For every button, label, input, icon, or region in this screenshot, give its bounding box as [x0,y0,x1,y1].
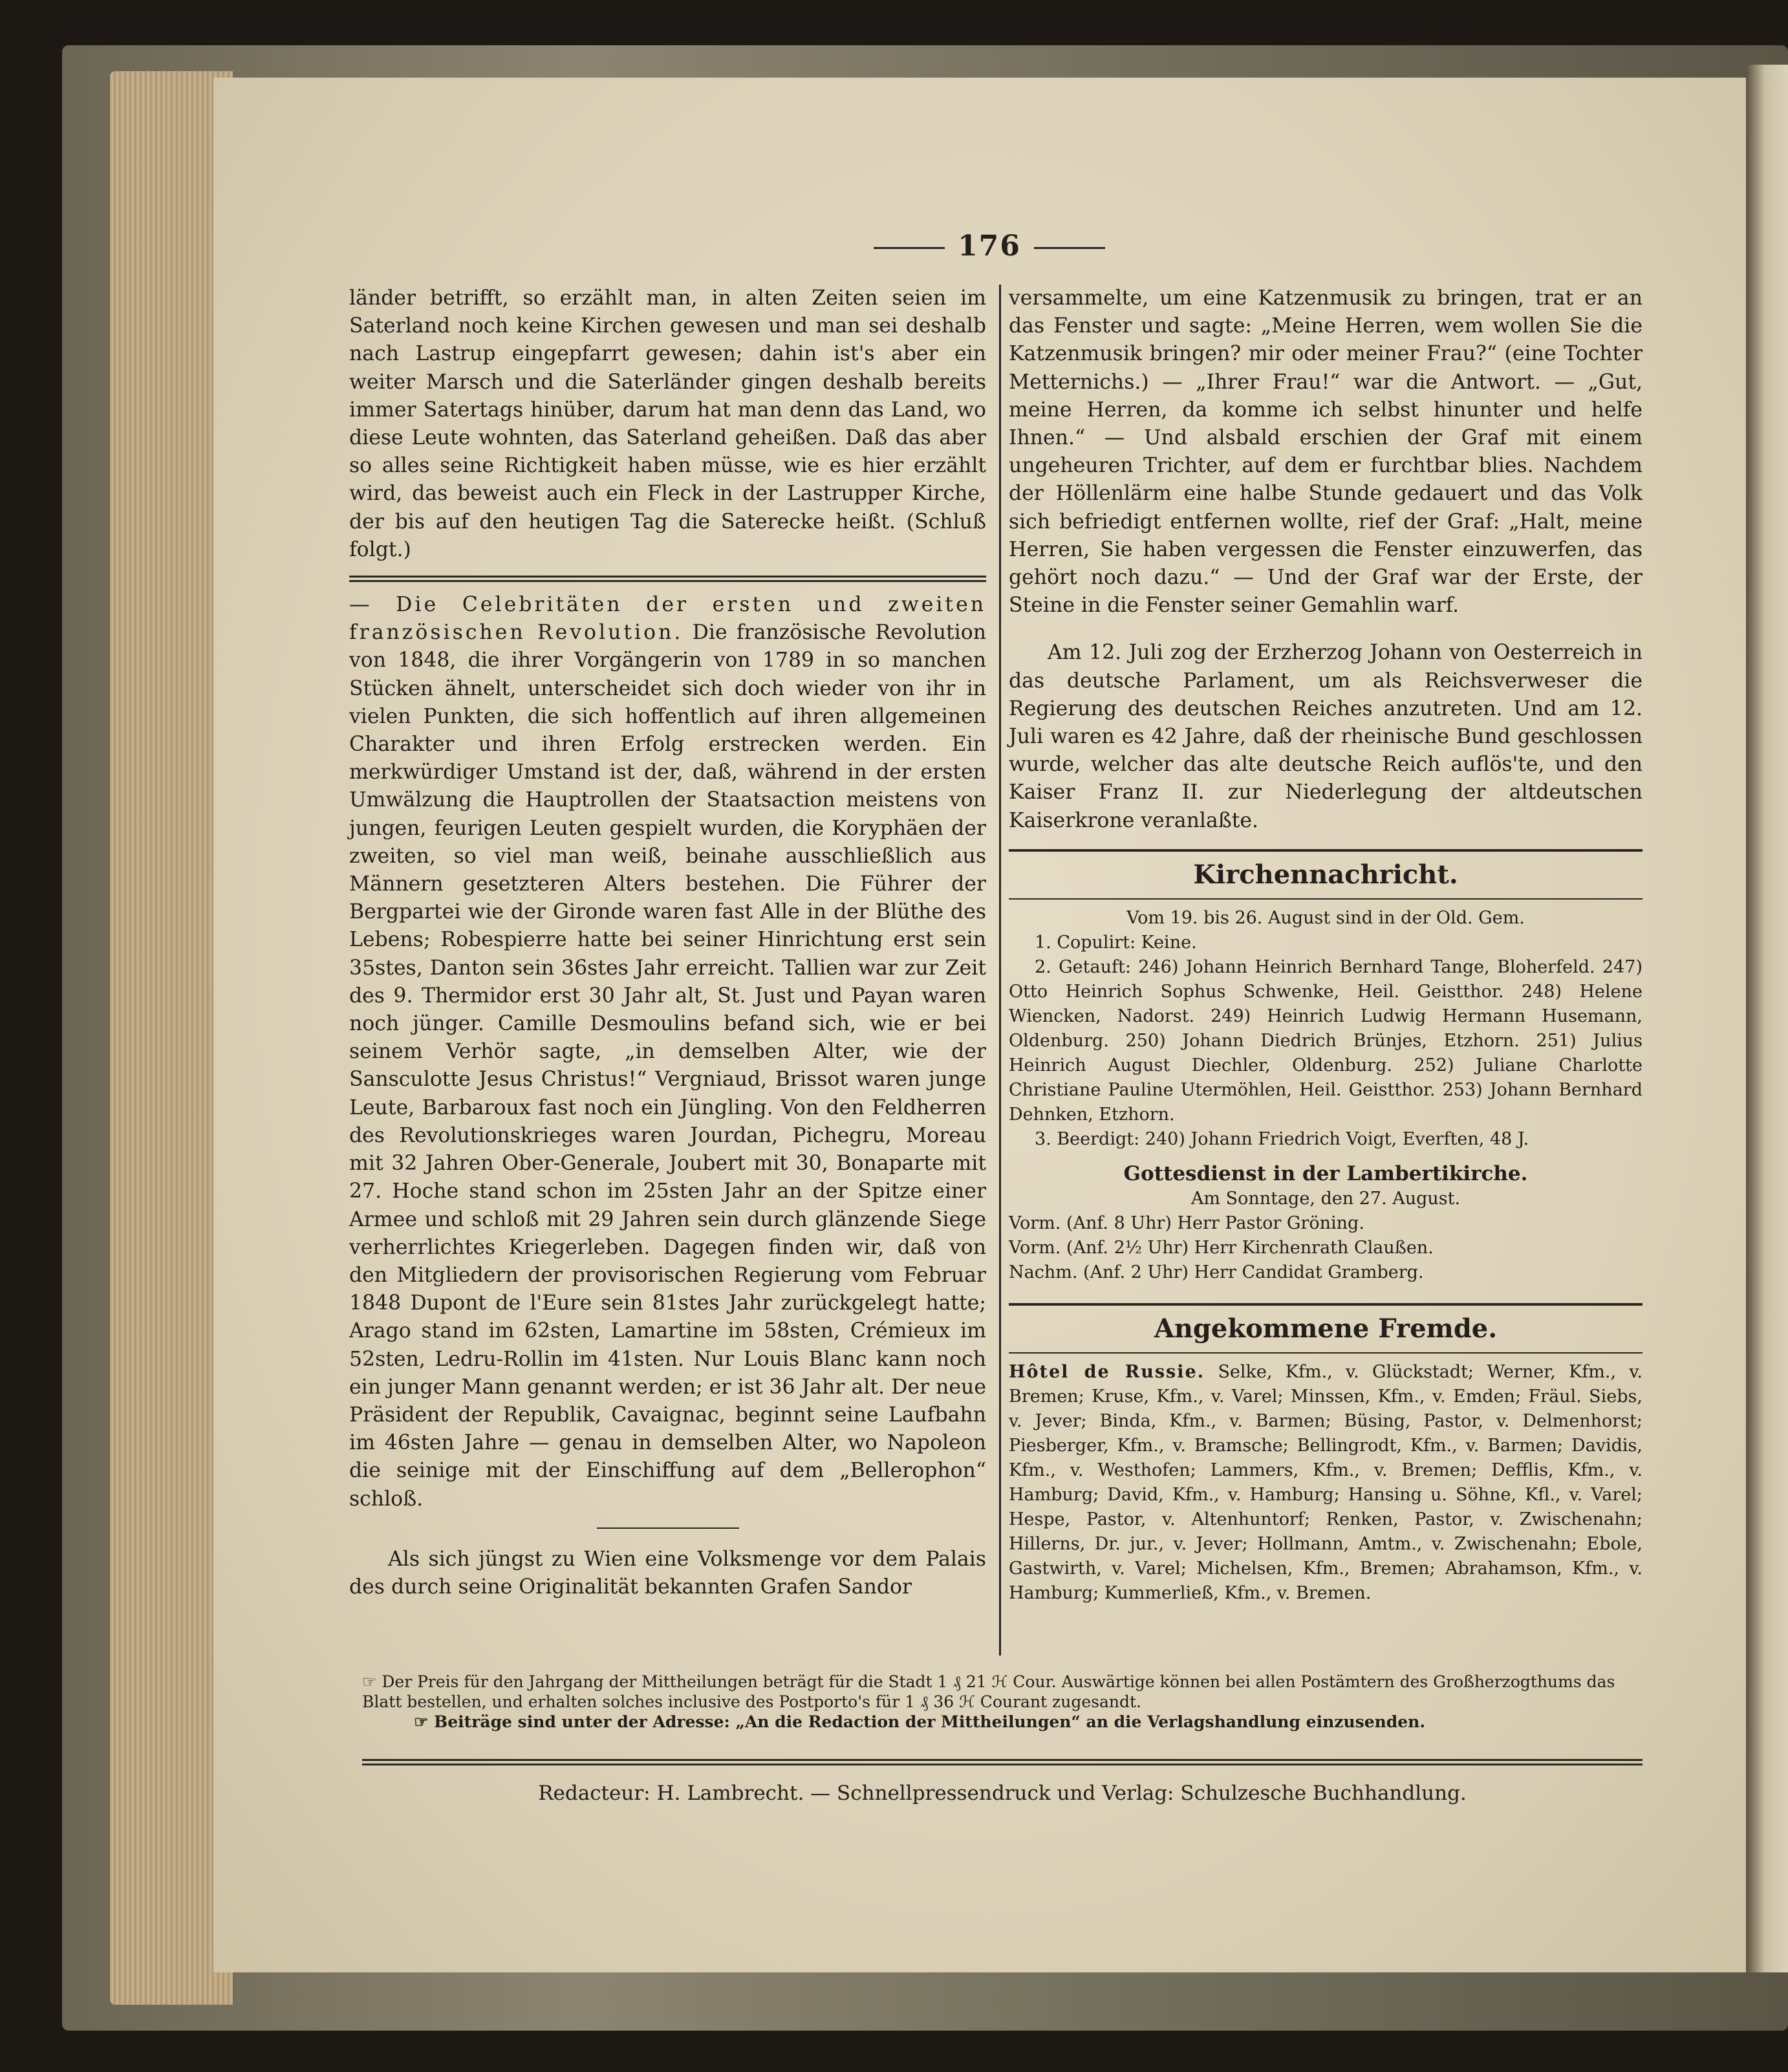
service-line-3: Nachm. (Anf. 2 Uhr) Herr Candidat Gramberg. [1009,1262,1424,1282]
service-line-1: Vorm. (Anf. 8 Uhr) Herr Pastor Gröning. [1009,1213,1364,1233]
price-notice: ☞ Der Preis für den Jahrgang der Mittheilungen beträgt für die Stadt 1 ₰ 21 ℋ Cour. Auswärtige können bei allen Postämtern des Großherzogthums das Blatt bestellen, und erhalten solches inclusive des Postporto's für 1 ₰ 36 ℋ Courant zugesandt. [362,1672,1615,1711]
left-column [349,285,986,1601]
church-heading: Kirchennachricht. [1193,859,1458,890]
church-rule [1009,849,1643,852]
footer-rule [362,1759,1643,1765]
arrivals-rule [1009,1303,1643,1306]
getauft-line: 2. Getauft: 246) Johann Heinrich Bernhard Tange, Bloherfeld. 247) Otto Heinrich Sophus Schwenke, Heil. Geistthor. 248) Helene Wiencken, Nadorst. 249) Heinrich Ludwig Hermann Husemann, Oldenburg. 250) Johann Diedrich Brünjes, Etzhorn. 251) Julius Heinrich August Diechler, Oldenburg. 252) Juliane Charlotte Christiane Pauline Utermöhlen, Heil. Geistthor. 253) Johann Bernhard Dehnken, Etzhorn. [1009,956,1643,1125]
article-divider [349,576,986,582]
contributions-notice: ☞ Beiträge sind unter der Adresse: „An die Redaction der Mittheilungen“ an die Verlagshandlung einzusenden. [414,1712,1426,1731]
celebrities-title: — Die Celebritäten der ersten und zweiten französischen Revolution. [349,593,986,645]
vienna-paragraph: Als sich jüngst zu Wien eine Volksmenge vor dem Palais des durch seine Originalität bekannten Grafen Sandor [349,1547,986,1599]
beerdigt-line: 3. Beerdigt: 240) Johann Friedrich Voigt, Everften, 48 J. [1035,1128,1529,1149]
hotel-name: Hôtel de Russie. [1009,1361,1205,1382]
page-number-header [860,230,1119,263]
celebrities-article [349,591,986,1513]
service-date: Am Sonntage, den 27. August. [1190,1188,1461,1209]
church-notices [1009,906,1643,1285]
column-divider [999,285,1001,1656]
arrivals-list [1009,1360,1643,1606]
church-heading-rule [1009,898,1643,900]
arrivals-text: Selke, Kfm., v. Glückstadt; Werner, Kfm., v. Bremen; Kruse, Kfm., v. Varel; Minssen, Kfm., v. Emden; Fräul. Siebs, v. Jever; Binda, Kfm., v. Barmen; Büsing, Pastor, v. Delmenhorst; Piesberger, Kfm., v. Bramsche; Bellingrodt, Kfm., v. Barmen; Davidis, Kfm., v. Westhofen; Lammers, Kfm., v. Bremen; Defflis, Kfm., v. Hamburg; David, Kfm., v. Hamburg; Hansing u. Söhne, Kfl., v. Varel; Hespe, Pastor, v. Altenhuntorf; Renken, Pastor, v. Zwischenahn; Hillerns, Dr. jur., v. Jever; Hollmann, Amtm., v. Zwischenahn; Ebole, Gastwirth, v. Varel; Michelsen, Kfm., Bremen; Abrahamson, Kfm., v. Hamburg; Kummerließ, Kfm., v. Bremen. [1009,1361,1643,1603]
right-column [1009,285,1643,1606]
arrivals-heading-rule [1009,1352,1643,1354]
service-line-2: Vorm. (Anf. 2½ Uhr) Herr Kirchenrath Claußen. [1009,1237,1434,1258]
service-heading: Gottesdienst in der Lambertikirche. [1123,1161,1528,1185]
celebrities-text: Die französische Revolution von 1848, die ihrer Vorgängerin von 1789 in so manchen Stücken ähnelt, unterscheidet sich doch wieder von ihr in vielen Punkten, die sich hoffentlich auf ihren allgemeinen Charakter und ihren Erfolg erstrecken werden. Ein merkwürdiger Umstand ist der, daß, während in der ersten Umwälzung die Hauptrollen der Staatsaction meistens von jungen, feurigen Leuten gespielt wurden, die Koryphäen der zweiten, so viel man weiß, beinahe ausschließlich aus Männern gesetzteren Alters bestehen. Die Führer der Bergpartei wie der Gironde waren fast Alle in der Blüthe des Lebens; Robespierre hatte bei seiner Hinrichtung erst sein 35stes, Danton sein 36stes Jahr erreicht. Tallien war zur Zeit des 9. Thermidor erst 30 Jahr alt, St. Just und Payan waren noch jünger. Camille Desmoulins befand sich, wie er bei seinem Verhör sagte, „in demselben Alter, wie der Sansculotte Jesus Christus!“ Vergniaud, Brissot waren junge Leute, Barbaroux fast noch ein Jüngling. Von den Feldherren des Revolutionskrieges waren Jourdan, Pichegru, Moreau mit 32 Jahren Ober-Generale, Joubert mit 30, Bonaparte mit 27. Hoche stand schon im 25sten Jahr an der Spitze einer Armee und schloß mit 29 Jahren sein durch glänzende Siege verherrlichtes Kriegerleben. Dagegen finden wir, daß von den Mitgliedern der provisorischen Regierung vom Februar 1848 Dupont de l'Eure sein 81stes Jahr zurückgelegt hatte; Arago stand im 62sten, Lamartine im 58sten, Crémieux im 52sten, Ledru-Rollin im 41sten. Nur Louis Blanc kann noch ein junger Mann genannt werden; er ist 36 Jahr alt. Der neue Präsident der Republik, Cavaignac, beginnt seine Laufbahn im 46sten Jahre — genau in demselben Alter, wo Napoleon die seinige mit der Einschiffung auf dem „Bellerophon“ schloß. [349,621,986,1511]
page-number: 176 [958,230,1021,263]
footer-notices [362,1672,1643,1732]
church-intro: Vom 19. bis 26. August sind in der Old. Gem. [1126,907,1525,928]
short-divider [597,1527,739,1529]
july-paragraph: Am 12. Juli zog der Erzherzog Johann von Oesterreich in das deutsche Parlament, um als Reichsverweser die Regierung des deutschen Reiches anzutreten. Und am 12. Juli waren es 42 Jahre, daß der rheinische Bund geschlossen wurde, welcher das alte deutsche Reich auflös'te, und den Kaiser Franz II. zur Niederlegung der altdeutschen Kaiserkrone veranlaßte. [1009,641,1643,832]
book-gutter [1746,65,1788,1972]
arrivals-heading: Angekommene Fremde. [1154,1313,1498,1344]
saterland-paragraph: länder betrifft, so erzählt man, in alten Zeiten seien im Saterland noch keine Kirchen gewesen und man sei deshalb nach Lastrup eingepfarrt gewesen; dahin ist's aber ein weiter Marsch und die Saterländer gingen deshalb bereits immer Satertags hinüber, darum hat man denn das Land, wo diese Leute wohnten, das Saterland geheißen. Daß das aber so alles seine Richtigkeit haben müsse, wie es hier erzählt wird, das beweist auch ein Fleck in der Lastrupper Kirche, der bis auf den heutigen Tag die Saterecke heißt. (Schluß folgt.) [349,286,986,561]
copulirt-line: 1. Copulirt: Keine. [1035,932,1197,953]
imprint-line: Redacteur: H. Lambrecht. — Schnellpressendruck und Verlag: Schulzesche Buchhandlung. [538,1782,1467,1805]
vienna-continued: versammelte, um eine Katzenmusik zu bringen, trat er an das Fenster und sagte: „Meine Herren, wem wollen Sie die Katzenmusik bringen? mir oder meiner Frau?“ (eine Tochter Metternichs.) — „Ihrer Frau!“ war die Antwort. — „Gut, meine Herren, da komme ich selbst hinunter und helfe Ihnen.“ — Und alsbald erschien der Graf mit einem ungeheuren Trichter, auf dem er furchtbar blies. Nachdem der Höllenlärm eine halbe Stunde gedauert und das Volk sich befriedigt entfernen wollte, rief der Graf: „Halt, meine Herren, Sie haben vergessen die Fenster einzuwerfen, das gehört noch dazu.“ — Und der Graf war der Erste, der Steine in die Fenster seiner Gemahlin warf. [1009,286,1643,618]
header-rule-right [1034,247,1105,249]
header-rule-left [874,247,945,249]
